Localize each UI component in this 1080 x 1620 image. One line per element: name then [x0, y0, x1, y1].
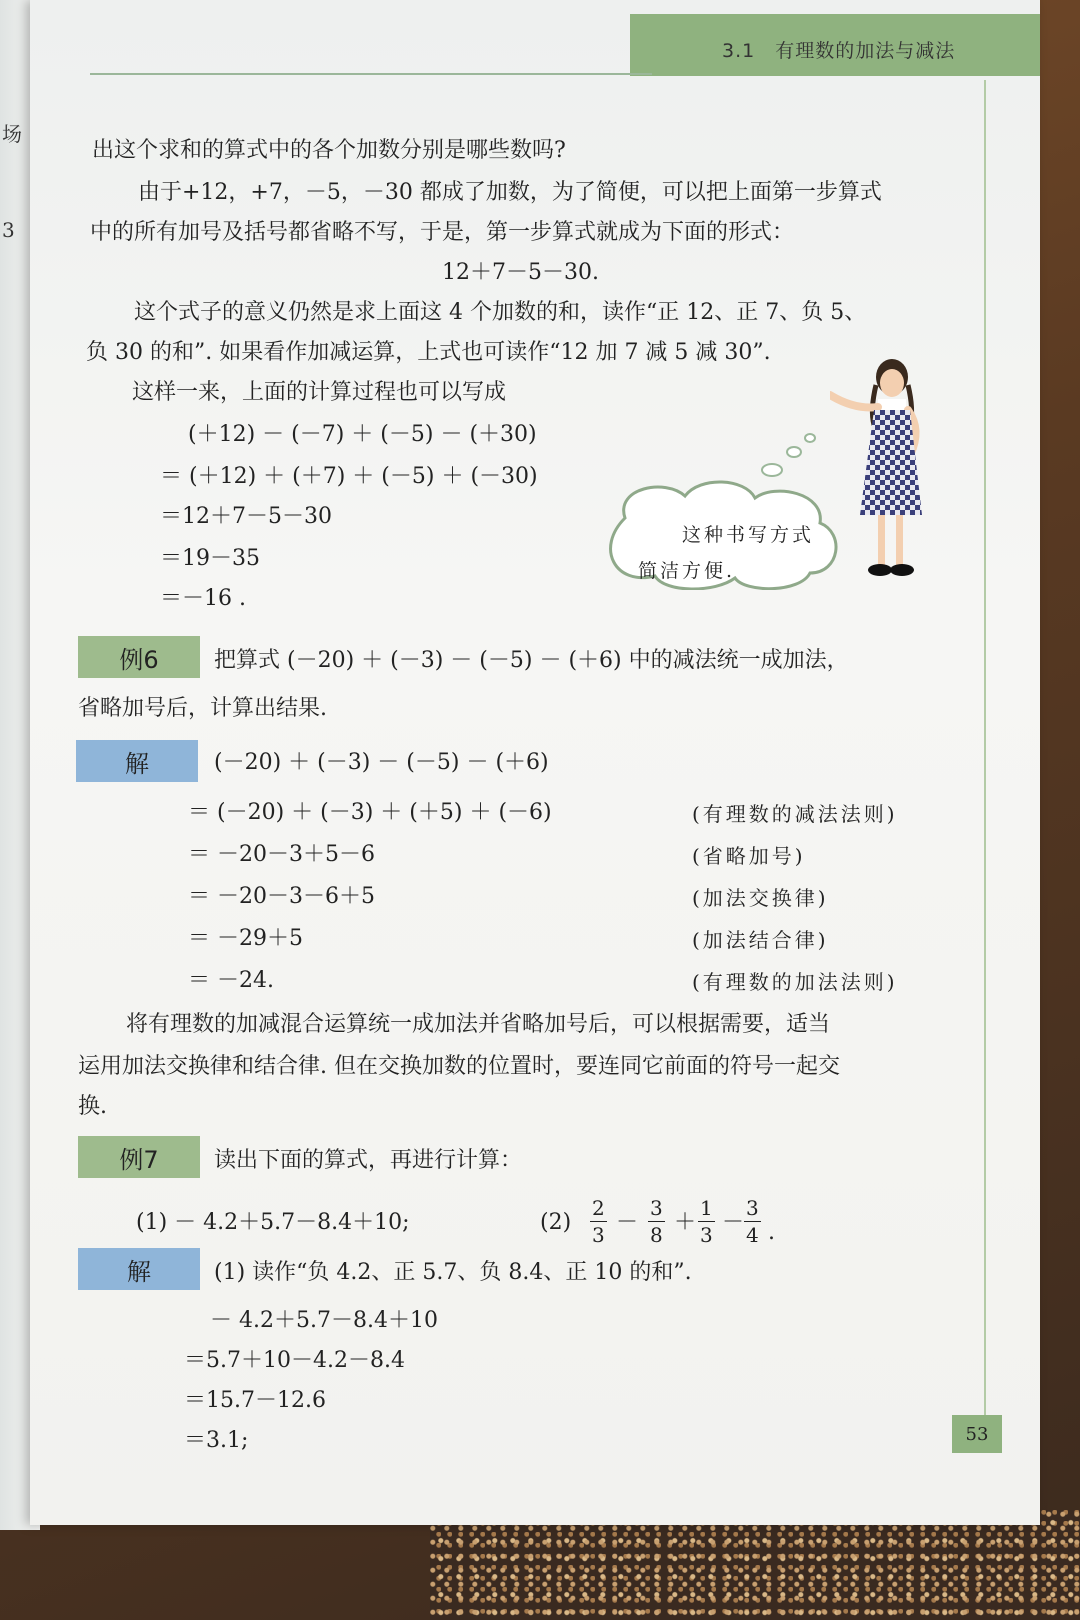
example-text: 读出下面的算式，再进行计算：	[214, 1148, 523, 1173]
section-title: 3.1 有理数的加法与减法	[722, 40, 956, 62]
operator: ＋	[674, 1210, 697, 1235]
paragraph-line: 换.	[78, 1094, 107, 1119]
example-text: 把算式 (－20) ＋ (－3) － (－5) － (＋6) 中的减法统一成加法，	[214, 648, 849, 673]
solution-step: － 4.2＋5.7－8.4＋10	[210, 1308, 438, 1333]
calc-step: ＝－16 .	[160, 586, 246, 611]
operator: －	[616, 1210, 639, 1235]
calc-step: ＝19－35	[160, 546, 260, 571]
operator: －	[722, 1210, 745, 1235]
paragraph-line: 出这个求和的算式中的各个加数分别是哪些数吗?	[92, 138, 566, 163]
paragraph-line: 运用加法交换律和结合律. 但在交换加数的位置时，要连同它前面的符号一起交	[78, 1054, 840, 1079]
thought-dots	[760, 430, 820, 480]
example-label: 例6	[78, 636, 200, 678]
fraction: $\frac{3}{8}$	[650, 1196, 663, 1247]
example-text: 省略加号后，计算出结果.	[78, 696, 327, 721]
rule-note: (省略加号)	[692, 844, 806, 868]
paragraph-line: 中的所有加号及括号都省略不写，于是，第一步算式就成为下面的形式：	[90, 220, 795, 245]
prev-page-char: 3	[2, 218, 15, 242]
rule-note: (有理数的减法法则)	[692, 802, 898, 826]
rule-note: (加法交换律)	[692, 886, 829, 910]
paragraph-line: 由于+12，+7，－5，－30 都成了加数，为了简便，可以把上面第一步算式	[138, 180, 882, 205]
solution-read: (1) 读作“负 4.2、正 5.7、负 8.4、正 10 的和”.	[214, 1260, 692, 1285]
operator: .	[768, 1220, 775, 1245]
solution-step: ＝ －20－3－6＋5	[188, 884, 375, 909]
paragraph-line: 这样一来，上面的计算过程也可以写成	[132, 380, 507, 405]
bubble-text: 简洁方便.	[638, 560, 736, 582]
solution-step: (－20) ＋ (－3) － (－5) － (＋6)	[214, 750, 549, 775]
margin-rule	[984, 80, 986, 1450]
calc-step: ＝12＋7－5－30	[160, 504, 332, 529]
fraction: $\frac{3}{4}$	[746, 1196, 759, 1247]
solution-step: ＝3.1;	[184, 1428, 249, 1453]
header-rule	[90, 73, 652, 75]
solution-step: ＝ －20－3＋5－6	[188, 842, 375, 867]
solution-step: ＝ (－20) ＋ (－3) ＋ (＋5) ＋ (－6)	[188, 800, 552, 825]
example-label: 例7	[78, 1136, 200, 1178]
solution-step: ＝ －24.	[188, 968, 274, 993]
page-number: 53	[952, 1415, 1002, 1453]
solution-step: ＝5.7＋10－4.2－8.4	[184, 1348, 405, 1373]
rule-note: (有理数的加法法则)	[692, 970, 898, 994]
formula-line: 12＋7－5－30.	[442, 260, 599, 285]
solution-label: 解	[76, 740, 198, 782]
solution-step: ＝15.7－12.6	[184, 1388, 326, 1413]
rule-note: (加法结合律)	[692, 928, 829, 952]
floor-background	[430, 1510, 1080, 1620]
paragraph-line: 这个式子的意义仍然是求上面这 4 个加数的和，读作“正 12、正 7、负 5、	[134, 300, 867, 325]
solution-label: 解	[78, 1248, 200, 1290]
calc-step: (＋12) － (－7) ＋ (－5) － (＋30)	[188, 422, 537, 447]
prev-page-char: 场	[2, 122, 22, 146]
problem-1: (1) － 4.2＋5.7－8.4＋10;	[136, 1210, 410, 1235]
fraction: $\frac{2}{3}$	[592, 1196, 605, 1247]
paragraph-line: 将有理数的加减混合运算统一成加法并省略加号后，可以根据需要，适当	[126, 1012, 831, 1037]
bubble-text: 这种书写方式	[682, 524, 815, 546]
paragraph-line: 负 30 的和”. 如果看作加减运算，上式也可读作“12 加 7 减 5 减 30”.	[86, 340, 771, 365]
problem-2-label: (2)	[540, 1210, 572, 1235]
calc-step: ＝ (＋12) ＋ (＋7) ＋ (－5) ＋ (－30)	[160, 464, 538, 489]
fraction: $\frac{1}{3}$	[700, 1196, 713, 1247]
girl-illustration	[830, 355, 960, 595]
solution-step: ＝ －29＋5	[188, 926, 303, 951]
